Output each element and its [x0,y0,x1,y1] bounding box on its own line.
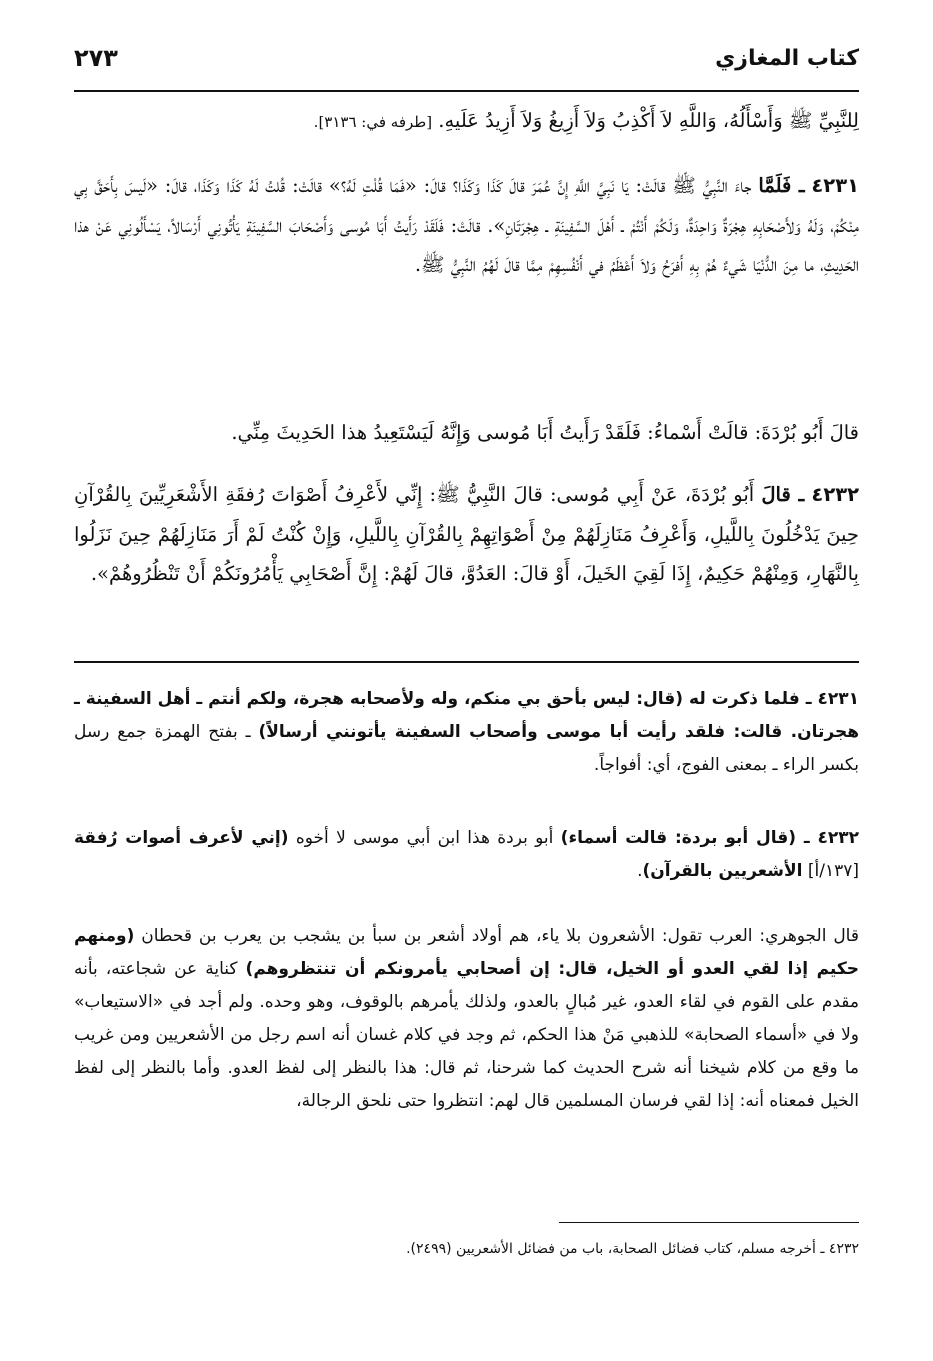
cross-reference: [طرفه في: ٣١٣٦]. [313,113,433,131]
commentary-text: كناية عن شجاعته، بأنه مقدم على القوم في لقاء العدو، غير مُبالٍ بالعدو، ولذلك يأمرهم بالوقوف، وهو وحده. ولم أجد في «الاستيعاب» ولا في «أسماء الصحابة» للذهبي مَنْ هذا الحكم، ثم وجد في كلام غسان أنه اسم رجل من الأشعريين ومن غريب ما وقع من كلام شيخنا أنه شرح الحديث كما شرحنا، ثم قال: هذا بالنظر إلى لفظ العدو. وأما بالنظر إلى لفظ الخيل فمعناه أنه: إذا لقي فرسان المسلمين قال لهم: انتظروا حتى نلحق الرجالة، [74,959,859,1111]
hadith-narrator-note [74,413,859,453]
footnote-divider [559,1222,859,1223]
commentary-quote: ٤٢٣٢ ـ (قال أبو بردة: قالت أسماء) [560,828,860,848]
manuscript-folio-ref: [١٣٧/أ] [807,861,859,881]
commentary-text: قال الجوهري: العرب تقول: الأشعرون بلا ياء، هم أولاد أشعر بن سبأ بن يشجب بن يعرب بن قحطان [141,926,859,946]
page-number: ٢٧٣ [74,44,118,72]
commentary-text: ـ بفتح الهمزة جمع رسل بكسر الراء ـ بمعنى الفوج، أي: أفواجاً. [74,722,859,775]
commentary-text: . [637,861,643,881]
commentary-quote: ٤٢٣١ ـ فلما ذكرت له (قال: ليس بأحق بي منكم، وله ولأصحابه هجرة، ولكم أنتم ـ أهل السفينة ـ هجرتان. قالت: فلقد رأيت أبا موسى وأصحاب السفينة يأتونني أرسالاً) [74,689,859,742]
hadith-text: قالَ أَبُو بُرْدَةَ: قالَتْ أَسْماءُ: فَلَقَدْ رَأَيتُ أَبَا مُوسى وَإِنَّهُ لَيَسْتَعِيدُ هذا الحَدِيثَ مِنِّي. [231,421,859,444]
commentary-4232 [74,822,859,888]
hadith-text: أَبُو بُرْدَةَ، عَنْ أَبِي مُوسى: قالَ النَّبِيُّ ﷺ: إِنِّي لأَعْرِفُ أَصْوَاتَ رُفقَةِ الأَشْعَرِيِّينَ بِالقُرْآنِ حِينَ يَدْخُلُونَ بِاللَّيلِ، وَأَعْرِفُ مَنَازِلَهُمْ مِنْ أَصْوَاتِهِمْ بِالقُرْآنِ بِاللَّيلِ، وَإِنْ كُنْتُ لَمْ أَرَ مَنَازِلَهُمْ حِينَ نَزَلُوا بِالنَّهَارِ، وَمِنْهُمْ حَكِيمٌ، إِذَا لَقِيَ الخَيلَ، أَوْ قالَ: العَدُوَّ، قالَ لَهُمْ: إِنَّ أَصْحَابِي يَأْمُرُونَكُمْ أَنْ تَنْظُرُوهُمْ». [74,483,859,585]
hadith-text: جاءَ النَّبِيُّ ﷺ قالَتْ: يَا نَبِيَّ اللَّهِ إِنَّ عُمَرَ قالَ كَذَا وَكَذَا؟ قالَ: «فَمَا قُلْتِ لَهُ؟» قالَتْ: قُلتُ لَهُ كَذَا وَكَذَا، قالَ: «لَيسَ بِأَحَقَّ بِي مِنْكُمْ، وَلَهُ وَلأَصْحَابِهِ هِجْرَةٌ وَاحِدَةٌ، وَلَكُمْ أَنْتُمْ ـ أَهْلَ السَّفِينَةِ ـ هِجْرَتَانِ». قالَتْ: فَلَقَدْ رَأَيتُ أَبَا مُوسى وَأَصْحَابَ السَّفِينَةِ يَأْتُونِي أَرْسَالاً، يَسْأَلُونِي عَنْ هذا الحَدِيثِ، ما مِنَ الدُّنْيَا شَيءٌ هُمْ بِهِ أَفرَحُ وَلاَ أَعْظَمُ في أَنْفُسِهِمْ مِمَّا قالَ لَهُمُ النَّبِيُّ ﷺ. [74,174,859,276]
hadith-4232 [74,475,859,594]
hadith-4231 [74,166,859,285]
hadith-number: ٤٢٣١ [811,174,859,197]
commentary-quote: (ومنهم حكيم إذا لقي العدو أو الخيل، قال: إن أصحابي يأمرونكم أن تنتظروهم) [74,926,859,979]
commentary-explanation [74,920,859,1118]
commentary-quote: (إني لأعرف أصوات رُفقة [74,828,289,848]
footnote: ٤٢٣٢ ـ أخرجه مسلم، كتاب فضائل الصحابة، باب من فضائل الأشعريين (٢٤٩٩). [406,1241,859,1257]
commentary-text: أبو بردة هذا ابن أبي موسى لا أخوه [295,828,554,848]
commentary-quote: الأشعريين بالقرآن) [642,861,803,881]
hadith-continuation [74,101,859,143]
hadith-lead: ـ قالَ [761,483,805,506]
page-header [74,40,859,92]
section-divider [74,661,859,663]
commentary-4231 [74,683,859,782]
book-title: كتاب المغازي [715,46,859,71]
hadith-text: لِلنَّبِيِّ ﷺ وَأَسْأَلُهُ، وَاللَّهِ لاَ أَكْذِبُ وَلاَ أَزِيغُ وَلاَ أَزِيدُ عَلَيهِ. [438,109,859,132]
hadith-number: ٤٢٣٢ [811,483,860,506]
hadith-lead: ـ فَلَمَّا [758,174,805,197]
